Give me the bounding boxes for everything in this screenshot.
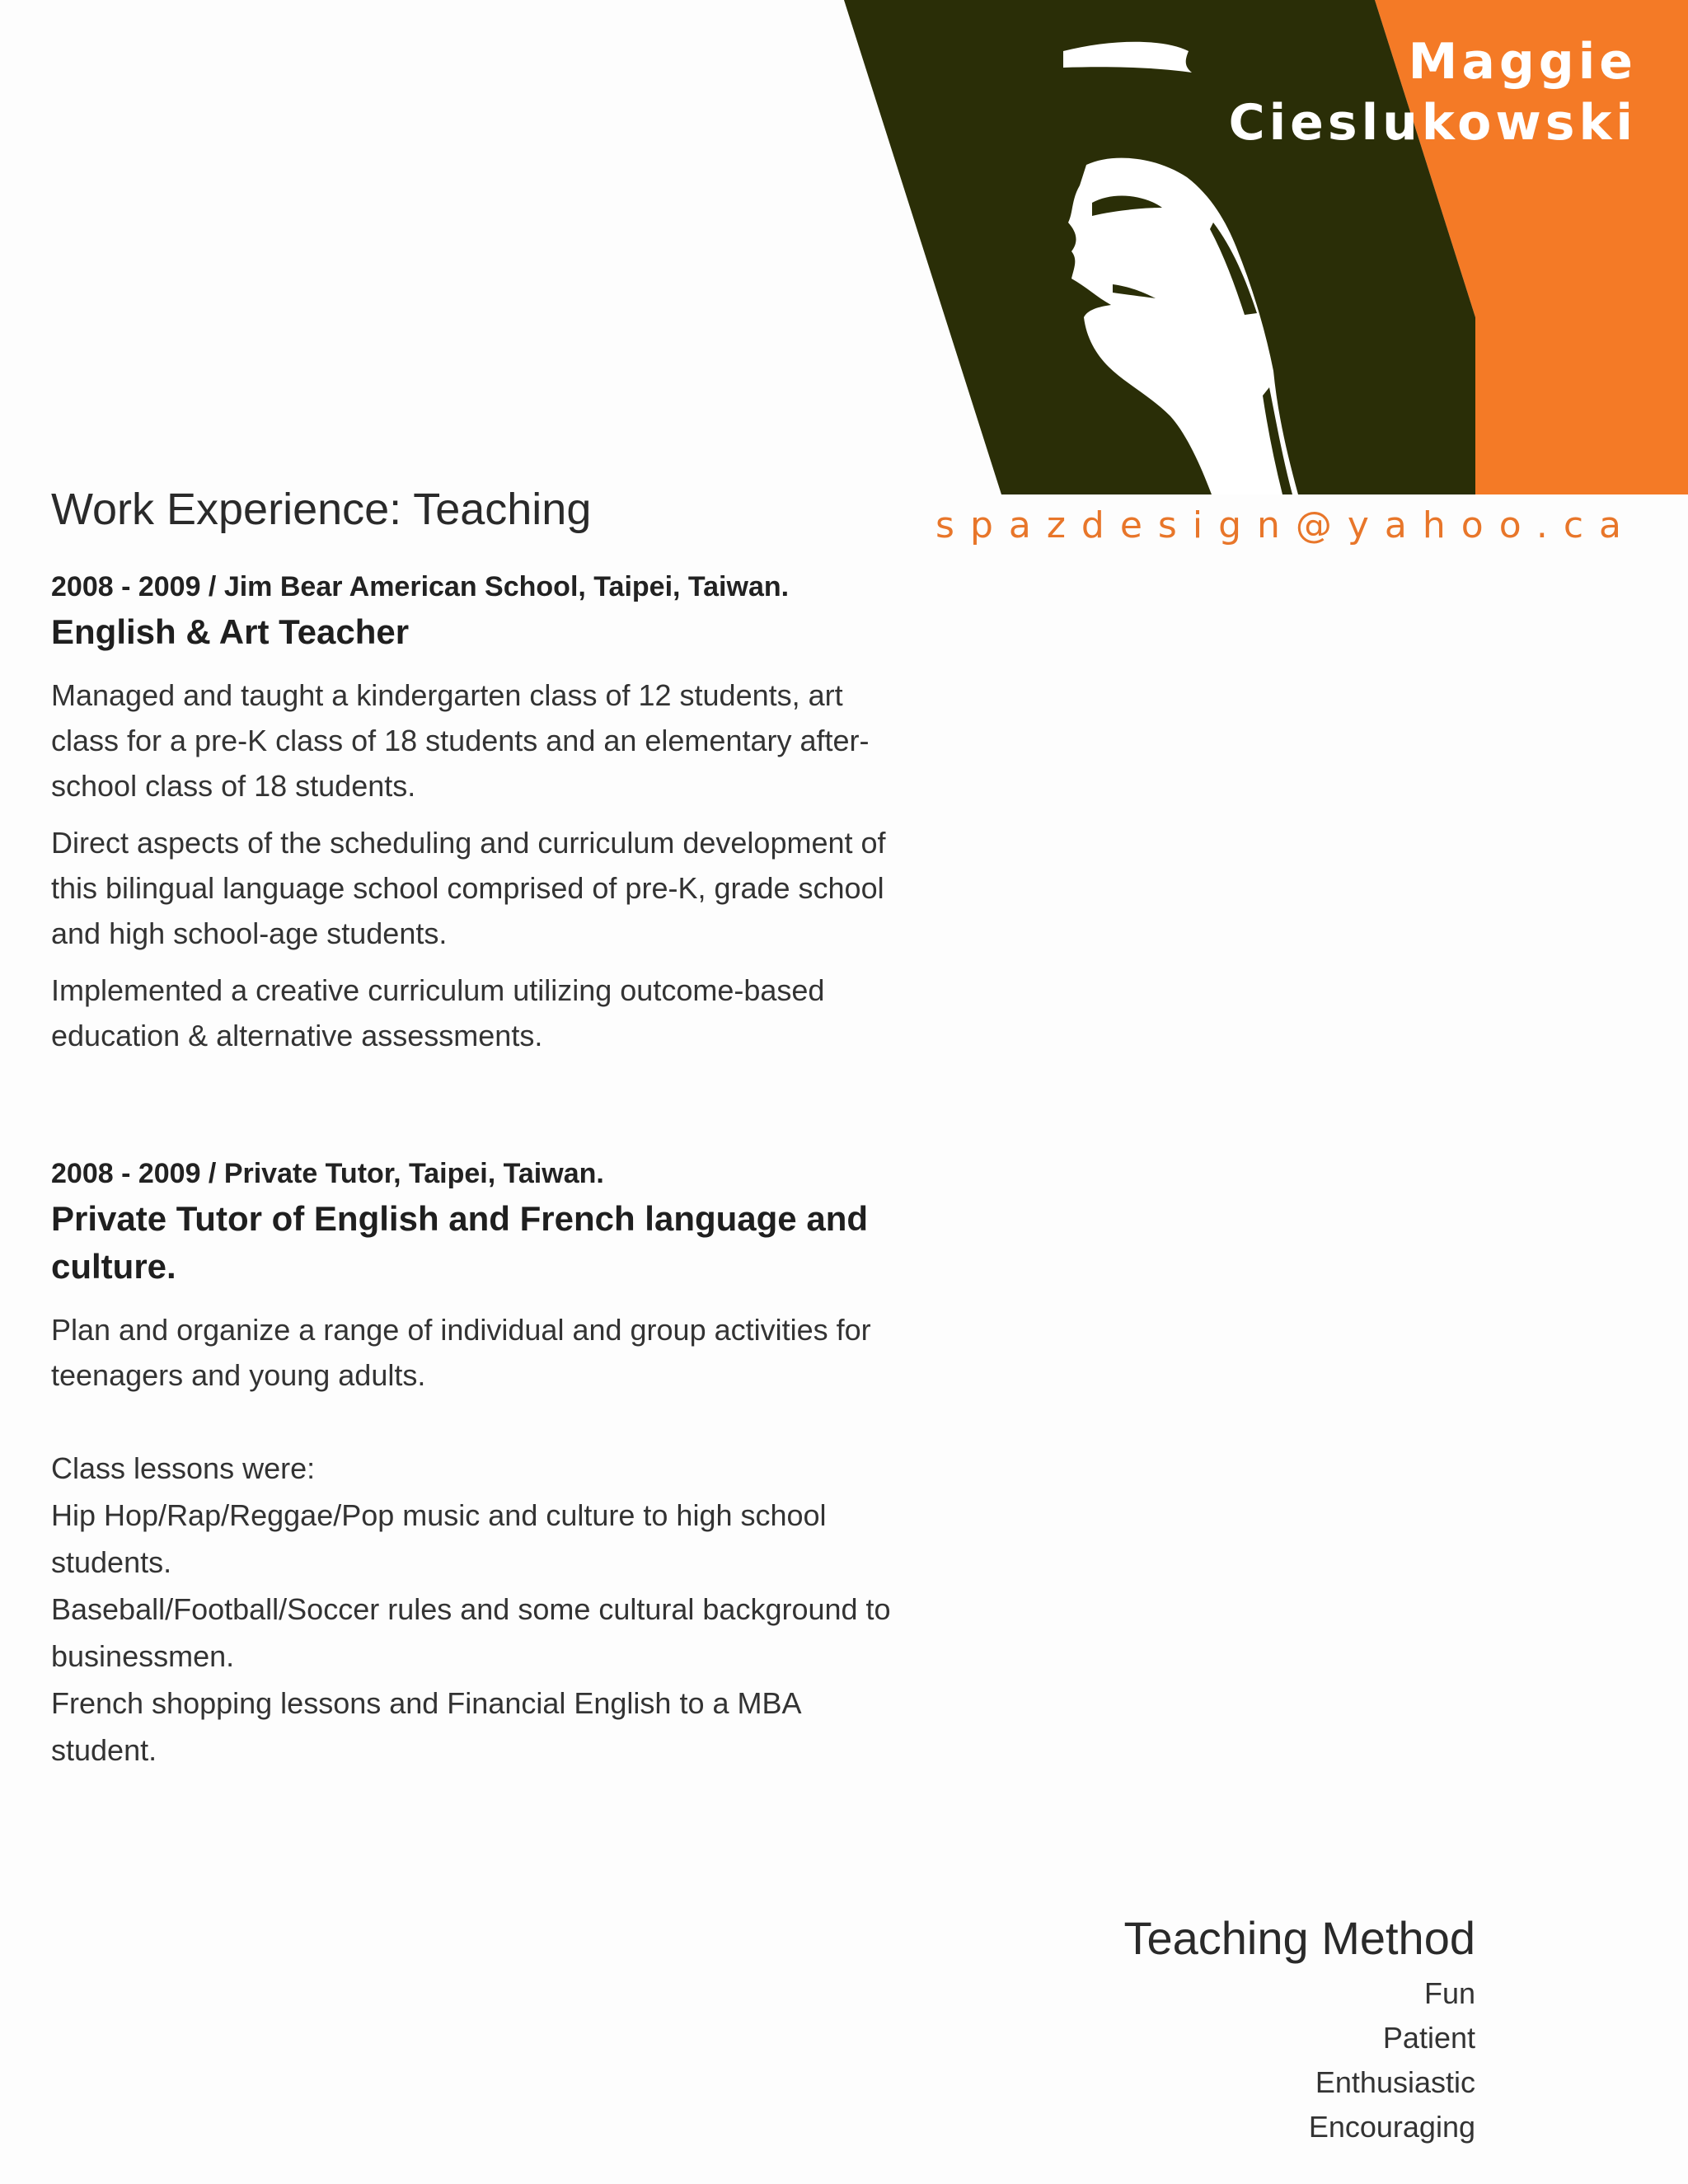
work-experience-section xyxy=(51,476,892,1774)
method-item: Fun xyxy=(1423,1976,1475,2010)
method-item: Enthusiastic xyxy=(1315,2065,1475,2099)
method-item: Patient xyxy=(1382,2021,1475,2055)
lesson-item: French shopping lessons and Financial English to a MBA student. xyxy=(51,1686,800,1767)
teaching-method-section xyxy=(1123,1905,1475,2149)
name-first: Maggie xyxy=(1408,33,1637,91)
job-description: Implemented a creative curriculum utilizing outcome-based education & alternative assessments. xyxy=(51,973,825,1052)
job-entry-jim-bear xyxy=(51,565,892,1058)
job-entry-private-tutor xyxy=(51,1152,892,1774)
job-meta: 2008 - 2009 / Jim Bear American School, Taipei, Taiwan. xyxy=(51,571,790,602)
email-address[interactable]: spazdesign@yahoo.ca xyxy=(935,504,1637,546)
teaching-method-title: Teaching Method xyxy=(1123,1912,1475,1964)
lesson-item: Hip Hop/Rap/Reggae/Pop music and culture to high school students. xyxy=(51,1498,827,1579)
job-description: Managed and taught a kindergarten class of 12 students, art class for a pre-K class of 18 students and an elementary after-school class of 18 students. xyxy=(51,678,870,803)
job-description: Direct aspects of the scheduling and curriculum development of this bilingual language school comprised of pre-K, grade school and high school-age students. xyxy=(51,826,886,950)
section-title: Work Experience: Teaching xyxy=(51,485,592,534)
spacer xyxy=(51,1070,892,1152)
job-meta: 2008 - 2009 / Private Tutor, Taipei, Taiwan. xyxy=(51,1158,604,1189)
job-title: English & Art Teacher xyxy=(51,612,410,651)
job-description: Plan and organize a range of individual and group activities for teenagers and young adults. xyxy=(51,1313,871,1392)
candidate-name xyxy=(1229,31,1637,153)
name-last: Cieslukowski xyxy=(1228,94,1637,152)
method-item: Encouraging xyxy=(1308,2110,1475,2144)
job-title: Private Tutor of English and French language and culture. xyxy=(51,1199,868,1286)
lesson-item: Baseball/Football/Soccer rules and some cultural background to businessmen. xyxy=(51,1592,891,1673)
lessons-heading: Class lessons were: xyxy=(51,1451,316,1485)
